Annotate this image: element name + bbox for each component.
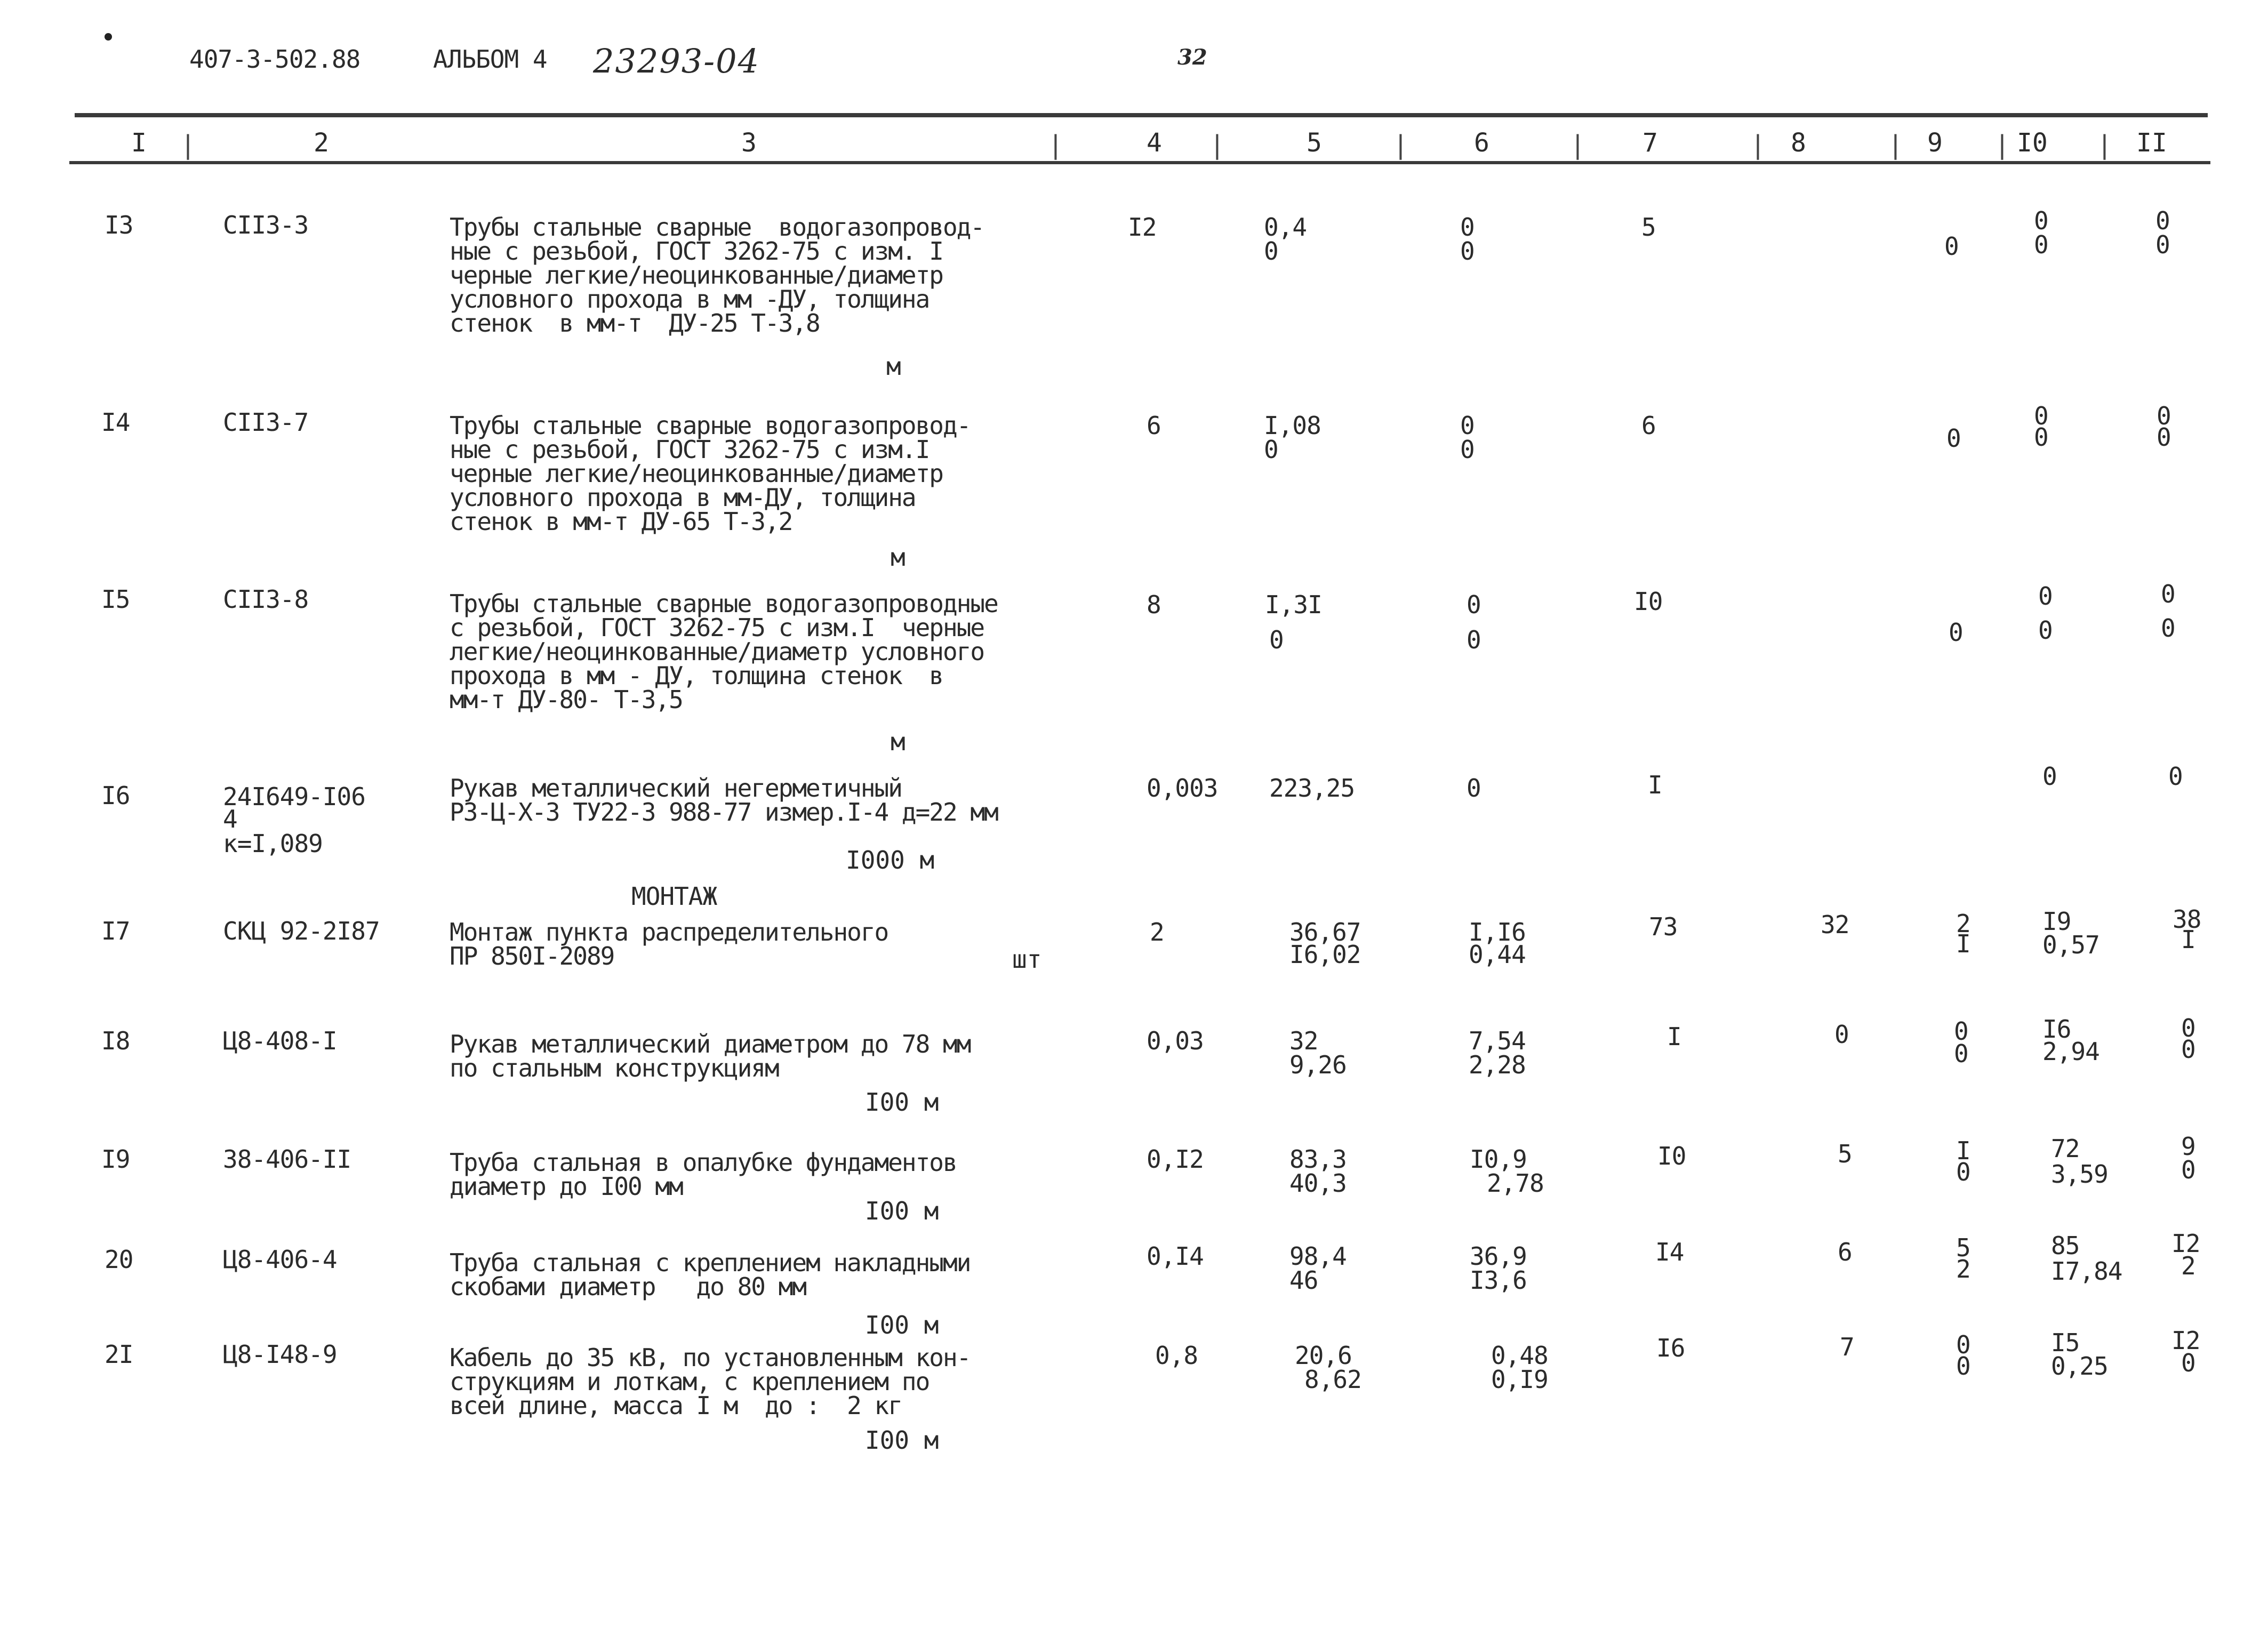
column-header: II xyxy=(2136,128,2167,158)
cell-col8: 5 xyxy=(1838,1140,1852,1168)
cell-col10: 85 xyxy=(2051,1231,2080,1260)
cell-col4: 6 xyxy=(1147,411,1161,440)
cell-col6: 0,I9 xyxy=(1491,1365,1548,1394)
row-code: Ц8-408-I xyxy=(223,1026,337,1055)
row-description-line: ные с резьбой, ГОСТ 3262-75 с изм. I xyxy=(450,237,943,266)
section-title: МОНТАЖ xyxy=(631,882,717,911)
cell-col11: 2 xyxy=(2181,1251,2195,1280)
cell-col4: 0,8 xyxy=(1155,1341,1198,1370)
column-header: 2 xyxy=(314,128,329,158)
document-number: 23293-04 xyxy=(593,42,760,81)
column-header: 5 xyxy=(1307,128,1322,158)
row-number: I8 xyxy=(101,1026,130,1055)
row-description-line: Рукав металлический негерметичный xyxy=(450,774,902,803)
row-unit: I00 м xyxy=(865,1088,939,1117)
row-description-line: легкие/неоцинкованные/диаметр условного xyxy=(450,637,984,666)
cell-col10: I9 xyxy=(2042,907,2071,936)
row-description-line: Труба стальная с креплением накладными xyxy=(450,1248,971,1277)
cell-col10: 0 xyxy=(2034,230,2048,259)
cell-col6: 0 xyxy=(1460,411,1474,440)
cell-col8: 7 xyxy=(1840,1333,1854,1361)
cell-col5: I6,02 xyxy=(1289,940,1361,969)
cell-col7: 6 xyxy=(1641,411,1656,440)
cell-col7: I xyxy=(1648,771,1662,799)
row-description-line: Трубы стальные сварные водогазопроводные xyxy=(450,589,998,618)
column-separator: | xyxy=(180,130,196,160)
cell-col9: I xyxy=(1956,929,1970,958)
cell-col9: 0 xyxy=(1944,232,1959,261)
column-separator: | xyxy=(1393,130,1408,160)
cell-col11: 0 xyxy=(2181,1014,2195,1042)
column-separator: | xyxy=(1888,130,1903,160)
row-description-line: ные с резьбой, ГОСТ 3262-75 с изм.I xyxy=(450,435,929,464)
album-label: АЛЬБОМ 4 xyxy=(433,45,547,74)
cell-col11: 0 xyxy=(2181,1155,2195,1184)
cell-col10: I5 xyxy=(2051,1328,2080,1357)
cell-col6: 0 xyxy=(1460,213,1474,242)
cell-col11: 0 xyxy=(2157,423,2171,452)
cell-col5: 9,26 xyxy=(1289,1050,1347,1079)
cell-col9: 0 xyxy=(1949,618,1963,647)
cell-col10: 72 xyxy=(2051,1134,2080,1163)
row-code: СII3-3 xyxy=(223,211,309,239)
row-unit: I000 м xyxy=(846,846,935,874)
row-description-line: струкциям и лоткам, с креплением по xyxy=(450,1367,929,1396)
cell-col10: 0 xyxy=(2042,762,2057,791)
row-number: I7 xyxy=(101,917,130,945)
row-unit: м xyxy=(891,727,905,756)
row-number: I3 xyxy=(105,211,133,239)
cell-col6: 36,9 xyxy=(1470,1242,1527,1271)
cell-col11: 0 xyxy=(2181,1035,2195,1064)
column-header: 3 xyxy=(741,128,757,158)
row-unit: шт xyxy=(1012,945,1042,974)
cell-col5: 0 xyxy=(1264,435,1278,464)
cell-col10: 0 xyxy=(2034,206,2048,235)
row-description-line: Монтаж пункта распределительного xyxy=(450,918,888,946)
row-number: I4 xyxy=(101,408,130,437)
cell-col10: 0,25 xyxy=(2051,1352,2108,1381)
column-separator: | xyxy=(1209,130,1225,160)
row-code: СII3-8 xyxy=(223,585,309,614)
column-separator: | xyxy=(1750,130,1766,160)
cell-col5: 98,4 xyxy=(1289,1242,1347,1271)
cell-col10: 3,59 xyxy=(2051,1160,2108,1189)
cell-col4: 0,003 xyxy=(1147,774,1218,803)
cell-col10: 2,94 xyxy=(2042,1037,2099,1066)
cell-col7: 73 xyxy=(1649,912,1678,941)
cell-col5: I,3I xyxy=(1265,590,1322,619)
cell-col5: 0,4 xyxy=(1264,213,1307,242)
row-description-line: Кабель до 35 кВ, по установленным кон- xyxy=(450,1343,971,1372)
row-description-line: стенок в мм-т ДУ-25 Т-3,8 xyxy=(450,309,820,338)
cell-col11: 9 xyxy=(2181,1132,2195,1161)
row-code: 24I649-I06 xyxy=(223,782,365,811)
row-description-line: Трубы стальные сварные водогазопровод- xyxy=(450,213,984,242)
cell-col6: I0,9 xyxy=(1470,1145,1527,1174)
cell-col11: 0 xyxy=(2181,1349,2195,1377)
cell-col5: 40,3 xyxy=(1289,1169,1347,1198)
cell-col5: I,08 xyxy=(1264,411,1321,440)
column-header: 8 xyxy=(1791,128,1806,158)
row-description-line: диаметр до I00 мм xyxy=(450,1172,683,1201)
cell-col9: I xyxy=(1956,1136,1970,1165)
cell-col7: I6 xyxy=(1656,1334,1685,1362)
row-description-line: скобами диаметр до 80 мм xyxy=(450,1272,806,1301)
cell-col6: 7,54 xyxy=(1469,1026,1526,1055)
row-unit: м xyxy=(891,543,905,572)
row-description-line: Труба стальная в опалубке фундаментов xyxy=(450,1148,957,1177)
cell-col7: I xyxy=(1667,1022,1681,1051)
cell-col11: 0 xyxy=(2161,614,2175,643)
row-description-line: с резьбой, ГОСТ 3262-75 с изм.I черные xyxy=(450,613,984,642)
cell-col7: I4 xyxy=(1655,1238,1684,1266)
row-description-line: черные легкие/неоцинкованные/диаметр xyxy=(450,261,943,290)
cell-col10: I6 xyxy=(2042,1015,2071,1044)
cell-col5: 8,62 xyxy=(1304,1365,1361,1394)
cell-col10: 0,57 xyxy=(2042,930,2099,959)
cell-col6: I3,6 xyxy=(1470,1266,1527,1295)
cell-col11: I2 xyxy=(2171,1229,2200,1258)
row-number: 2I xyxy=(105,1340,133,1369)
cell-col10: 0 xyxy=(2038,616,2053,645)
cell-col7: 5 xyxy=(1641,213,1656,242)
column-separator: | xyxy=(2097,130,2112,160)
row-description-line: Трубы стальные сварные водогазопровод- xyxy=(450,411,971,440)
cell-col6: 0,44 xyxy=(1469,940,1526,969)
cell-col4: 0,03 xyxy=(1147,1026,1204,1055)
row-code: к=I,089 xyxy=(223,829,323,858)
column-separator: | xyxy=(1048,130,1063,160)
row-code: Ц8-I48-9 xyxy=(223,1340,337,1369)
row-unit: I00 м xyxy=(865,1311,939,1339)
row-description-line: Рукав металлический диаметром до 78 мм xyxy=(450,1030,971,1058)
row-unit: м xyxy=(886,352,901,381)
cell-col7: I0 xyxy=(1634,587,1663,616)
cell-col4: 2 xyxy=(1150,918,1164,946)
column-header: I xyxy=(131,128,147,158)
cell-col6: 0,48 xyxy=(1491,1341,1548,1370)
cell-col9: 2 xyxy=(1956,909,1970,938)
row-code: СII3-7 xyxy=(223,408,309,437)
cell-col6: 0 xyxy=(1460,237,1474,266)
cell-col4: 0,I2 xyxy=(1147,1145,1204,1174)
row-code: СКЦ 92-2I87 xyxy=(223,917,380,945)
row-number: I5 xyxy=(101,585,130,614)
punch-mark xyxy=(105,33,112,41)
column-header: 9 xyxy=(1927,128,1943,158)
document-code: 407-3-502.88 xyxy=(189,45,360,74)
cell-col6: 2,78 xyxy=(1487,1169,1544,1198)
cell-col10: I7,84 xyxy=(2051,1257,2122,1286)
cell-col4: 0,I4 xyxy=(1147,1242,1204,1271)
page-number: 32 xyxy=(1177,45,1207,70)
cell-col5: 0 xyxy=(1269,625,1284,654)
cell-col11: 0 xyxy=(2161,580,2175,608)
cell-col6: 0 xyxy=(1466,590,1481,619)
cell-col7: I0 xyxy=(1657,1142,1686,1170)
cell-col6: 0 xyxy=(1466,774,1481,803)
cell-col11: 0 xyxy=(2168,762,2183,791)
column-header: 4 xyxy=(1147,128,1162,158)
row-number: 20 xyxy=(105,1245,133,1274)
row-description-line: по стальным конструкциям xyxy=(450,1054,779,1082)
row-code: 38-406-II xyxy=(223,1145,351,1174)
row-unit: I00 м xyxy=(865,1426,939,1455)
row-description-line: черные легкие/неоцинкованные/диаметр xyxy=(450,459,943,488)
cell-col9: 0 xyxy=(1946,424,1961,453)
cell-col11: 0 xyxy=(2155,206,2170,235)
cell-col9: 0 xyxy=(1954,1039,1968,1068)
cell-col10: 0 xyxy=(2034,402,2048,430)
cell-col6: 0 xyxy=(1466,625,1481,654)
cell-col6: 2,28 xyxy=(1469,1050,1526,1079)
cell-col9: 0 xyxy=(1954,1017,1968,1046)
cell-col9: 0 xyxy=(1956,1158,1970,1186)
cell-col11: 0 xyxy=(2157,402,2171,430)
column-separator: | xyxy=(1994,130,2010,160)
column-header: 7 xyxy=(1642,128,1658,158)
cell-col9: 0 xyxy=(1956,1330,1970,1359)
cell-col10: 0 xyxy=(2038,582,2053,611)
header-bottom-rule xyxy=(69,161,2210,164)
row-description-line: мм-т ДУ-80- Т-3,5 xyxy=(450,685,683,714)
cell-col6: I,I6 xyxy=(1469,918,1526,946)
column-separator: | xyxy=(1570,130,1585,160)
row-description-line: всей длине, масса I м до : 2 кг xyxy=(450,1391,902,1420)
cell-col11: 0 xyxy=(2155,230,2170,259)
row-description-line: условного прохода в мм-ДУ, толщина xyxy=(450,483,916,512)
cell-col8: 32 xyxy=(1821,910,1849,939)
cell-col5: 20,6 xyxy=(1295,1341,1352,1370)
cell-col6: 0 xyxy=(1460,435,1474,464)
row-unit: I00 м xyxy=(865,1197,939,1225)
cell-col9: 2 xyxy=(1956,1255,1970,1283)
cell-col5: 83,3 xyxy=(1289,1145,1347,1174)
cell-col8: 0 xyxy=(1834,1020,1849,1049)
row-code: 4 xyxy=(223,805,237,833)
cell-col5: 0 xyxy=(1264,237,1278,266)
row-number: I6 xyxy=(101,781,130,810)
cell-col5: 46 xyxy=(1289,1266,1318,1295)
row-description-line: ПР 850I-2089 xyxy=(450,942,614,970)
cell-col10: 0 xyxy=(2034,423,2048,452)
cell-col5: 32 xyxy=(1289,1026,1318,1055)
column-header: 6 xyxy=(1474,128,1489,158)
cell-col11: I2 xyxy=(2171,1326,2200,1355)
cell-col5: 36,67 xyxy=(1289,918,1361,946)
row-description-line: стенок в мм-т ДУ-65 Т-3,2 xyxy=(450,507,792,536)
row-number: I9 xyxy=(101,1145,130,1174)
row-description-line: прохода в мм - ДУ, толщина стенок в xyxy=(450,661,943,690)
cell-col9: 5 xyxy=(1956,1233,1970,1262)
row-description-line: РЗ-Ц-Х-3 ТУ22-3 988-77 измер.I-4 д=22 мм xyxy=(450,798,998,826)
cell-col11: 38 xyxy=(2173,905,2201,934)
cell-col4: I2 xyxy=(1128,213,1157,242)
cell-col5: 223,25 xyxy=(1269,774,1355,803)
cell-col11: I xyxy=(2181,925,2195,954)
row-description-line: условного прохода в мм -ДУ, толщина xyxy=(450,285,929,314)
cell-col9: 0 xyxy=(1956,1352,1970,1381)
cell-col4: 8 xyxy=(1147,590,1161,619)
row-code: Ц8-406-4 xyxy=(223,1245,337,1274)
column-header: I0 xyxy=(2017,128,2048,158)
cell-col8: 6 xyxy=(1838,1238,1852,1266)
header-top-rule xyxy=(75,113,2208,117)
